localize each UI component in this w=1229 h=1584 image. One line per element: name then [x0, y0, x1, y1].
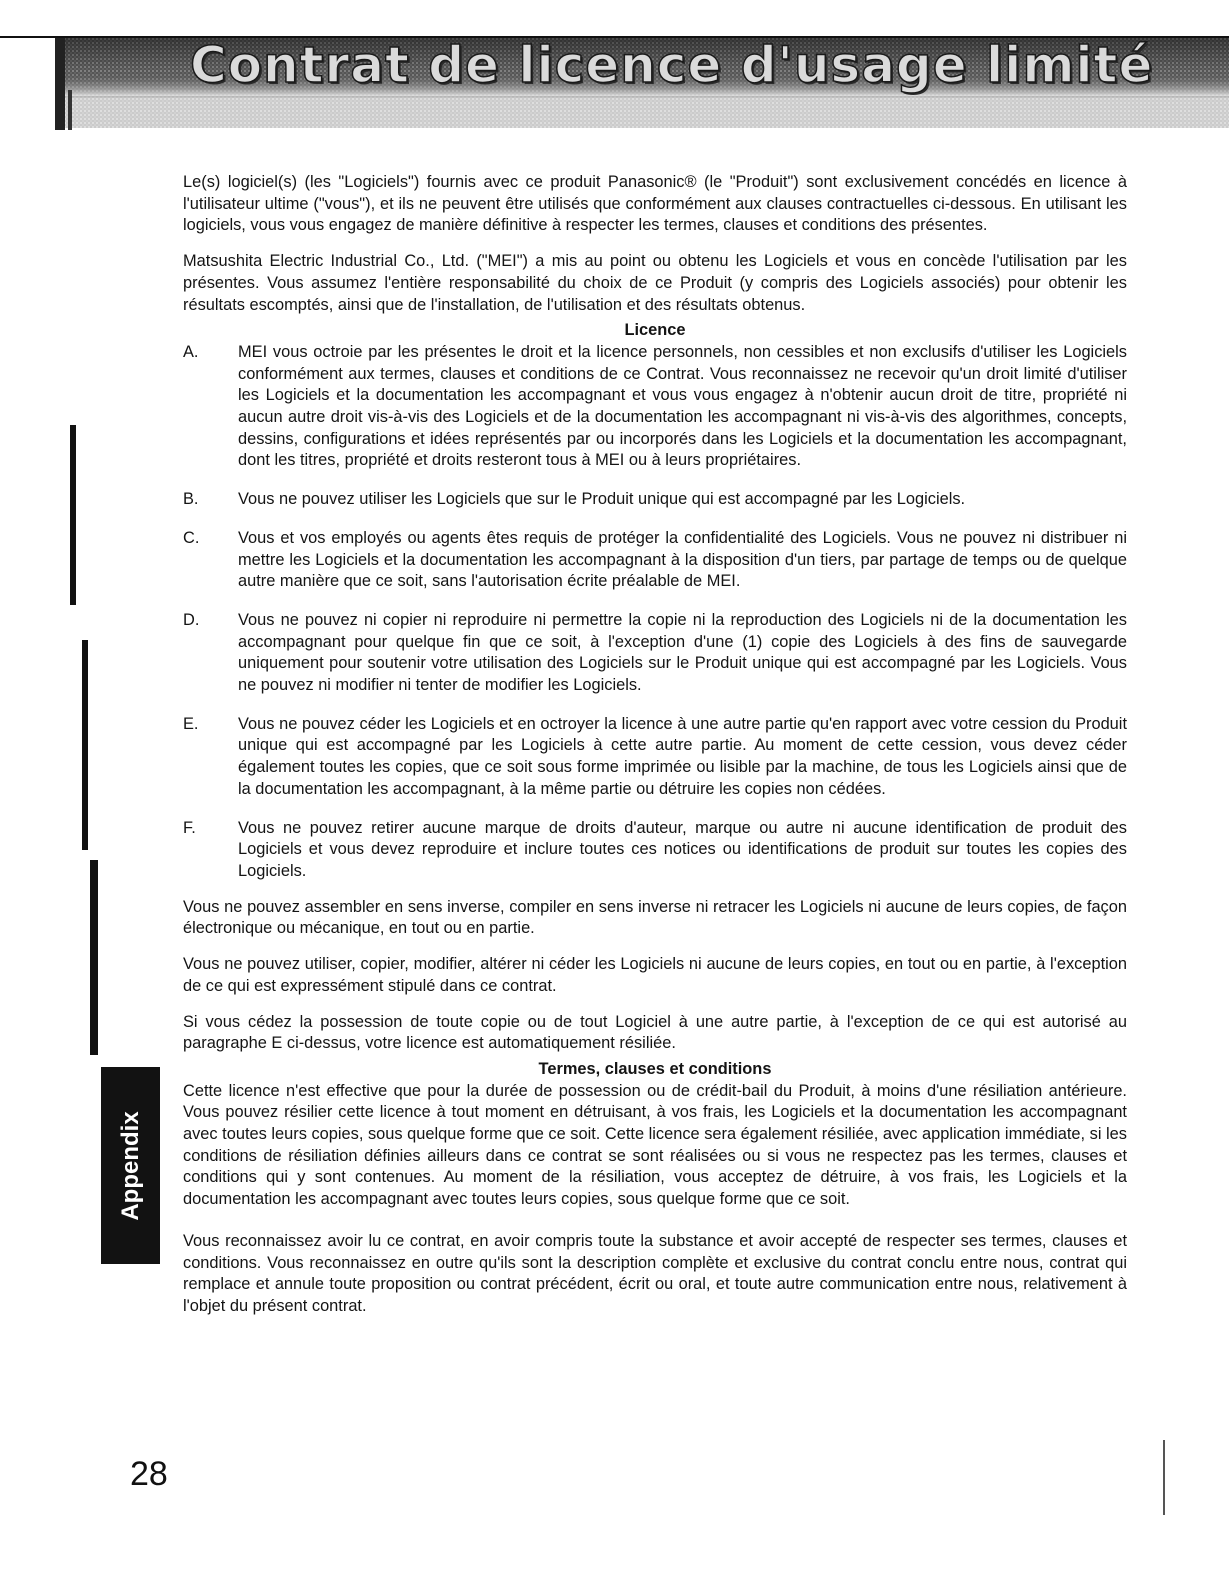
margin-bar: [70, 425, 76, 605]
clause-letter: E.: [183, 714, 199, 733]
header-banner: [0, 30, 1229, 132]
clause-b: [183, 489, 1127, 511]
clause-letter: D.: [183, 610, 200, 629]
page-number: 28: [130, 1455, 168, 1493]
clause-text: MEI vous octroie par les présentes le droit et la licence personnels, non cessibles et non exclusifs d'utiliser les Logiciels conformément aux termes, clauses et conditions de ce Contrat. Vous reconnaissez ne recevoir qu'un droit limité d'utiliser les Logiciels et la documentation les accompagnant et vous vous engagez à n'obtenir aucun droit de titre, propriété ni aucun autre droit vis-à-vis des Logiciels et de la documentation les accompagnant ni vis-à-vis des algorithmes, concepts, dessins, configurations et idées représentés par ou incorporés dans les Logiciels et la documentation les accompagnant, dont les titres, propriété et droits resteront tous à MEI ou à leurs propriétaires.: [238, 342, 1127, 470]
clause-letter: F.: [183, 818, 196, 837]
clause-d: [183, 610, 1127, 697]
clause-letter: A.: [183, 342, 199, 361]
clause-text: Vous ne pouvez céder les Logiciels et en octroyer la licence à une autre partie qu'en rapport avec votre cession du Produit unique qui est accompagné par les Logiciels à cette autre partie. Au moment de cette cession, vous devez céder également toutes les copies, que ce soit sous forme imprimée ou lisible par la machine, de tous les Logiciels ainsi que de la documentation les accompagnant, à la même partie ou détruire les copies non cédées.: [238, 714, 1127, 798]
terms-heading: Termes, clauses et conditions: [538, 1059, 772, 1078]
terms-paragraph: Cette licence n'est effective que pour la durée de possession ou de crédit-bail du Produit, à moins d'une résiliation antérieure. Vous pouvez résilier cette licence à tout moment en détruisant, à vos frais, les Logiciels et la documentation les accompagnant avec toutes leurs copies, sous quelque forme que ce soit. Cette licence sera également résiliée, avec application immédiate, si les conditions de résiliation définies ailleurs dans ce contrat se sont réalisées ou si vous ne respectez pas les termes, clauses et conditions qui y sont contenues. Au moment de la résiliation, vous acceptez de détruire, à vos frais, les Logiciels et la documentation les accompagnant avec toutes leurs copies, sous quelque forme que ce soit.: [183, 1081, 1127, 1209]
terms-paragraph: Vous reconnaissez avoir lu ce contrat, en avoir compris toute la substance et avoir accepté de respecter ses termes, clauses et conditions. Vous reconnaissez en outre qu'ils sont la description complète et exclusive du contrat conclu entre nous, contrat qui remplace et annule toute proposition ou contrat précédent, écrit ou oral, et toute autre communication entre nous, relativement à l'objet du présent contrat.: [183, 1231, 1127, 1315]
clause-c: [183, 528, 1127, 593]
clause-f: [183, 818, 1127, 883]
clause-a: [183, 342, 1127, 472]
intro-paragraph: Matsushita Electric Industrial Co., Ltd. ("MEI") a mis au point ou obtenu les Logiciels et vous en concède l'utilisation par les présentes. Vous assumez l'entière responsabilité du choix de ce Produit (y compris des Logiciels associés) pour obtenir les résultats escomptés, ainsi que de l'installation, de l'utilisation et des résultats obtenus.: [183, 252, 1127, 314]
licence-paragraph: Vous ne pouvez utiliser, copier, modifier, altérer ni céder les Logiciels ni aucune de leurs copies, en tout ou en partie, à l'exception de ce qui est expressément stipulé dans ce contrat.: [183, 955, 1127, 995]
licence-paragraph: Si vous cédez la possession de toute copie ou de tout Logiciel à une autre partie, à l'exception de ce qui est autorisé au paragraphe E ci-dessus, votre licence est automatiquement résiliée.: [183, 1012, 1127, 1053]
clause-e: [183, 714, 1127, 801]
clause-letter: C.: [183, 528, 200, 547]
clause-text: Vous ne pouvez retirer aucune marque de droits d'auteur, marque ou autre ni aucune identification de produit des Logiciels et vous devez reproduire et inclure toutes ces notices ou identifications de produit sur toutes les copies des Logiciels.: [238, 818, 1127, 880]
clause-text: Vous ne pouvez utiliser les Logiciels que sur le Produit unique qui est accompagné par les Logiciels.: [238, 490, 966, 509]
document-body: [183, 172, 1127, 1332]
margin-bar: [90, 860, 98, 1055]
licence-heading: Licence: [624, 321, 686, 340]
intro-paragraph: Le(s) logiciel(s) (les "Logiciels") fournis avec ce produit Panasonic® (le "Produit") sont exclusivement concédés en licence à l'utilisateur ultime ("vous"), et ils ne peuvent être utilisés que conformément aux clauses contractuelles ci-dessous. En utilisant les logiciels, vous vous engagez de manière définitive à respecter les termes, clauses et conditions des présentes.: [183, 173, 1127, 235]
clause-letter: B.: [183, 490, 199, 509]
section-tab-label: Appendix: [116, 1110, 144, 1221]
clause-text: Vous et vos employés ou agents êtes requis de protéger la confidentialité des Logiciels. Vous ne pouvez ni distribuer ni mettre les Logiciels et la documentation les accompagnant à la disposition d'un tiers, par partage de temps ou de quelque autre manière que ce soit, sans l'autorisation écrite préalable de MEI.: [238, 528, 1127, 591]
margin-bar: [82, 640, 88, 850]
section-tab: [101, 1067, 160, 1264]
licence-paragraph: Vous ne pouvez assembler en sens inverse, compiler en sens inverse ni retracer les Logiciels ni aucune de leurs copies, de façon électronique ou mécanique, en tout ou en partie.: [183, 897, 1127, 938]
clause-text: Vous ne pouvez ni copier ni reproduire ni permettre la copie ni la reproduction des Logiciels ni de la documentation les accompagnant pour quelque fin que ce soit, à l'exception d'une (1) copie des Logiciels à des fins de sauvegarde uniquement pour soutenir votre utilisation des Logiciels sur le Produit unique qui est accompagné par les Logiciels. Vous ne pouvez ni modifier ni tenter de modifier les Logiciels.: [238, 610, 1127, 695]
margin-bar: [1163, 1440, 1165, 1515]
page-title: Contrat de licence d'usage limité: [190, 36, 1154, 94]
